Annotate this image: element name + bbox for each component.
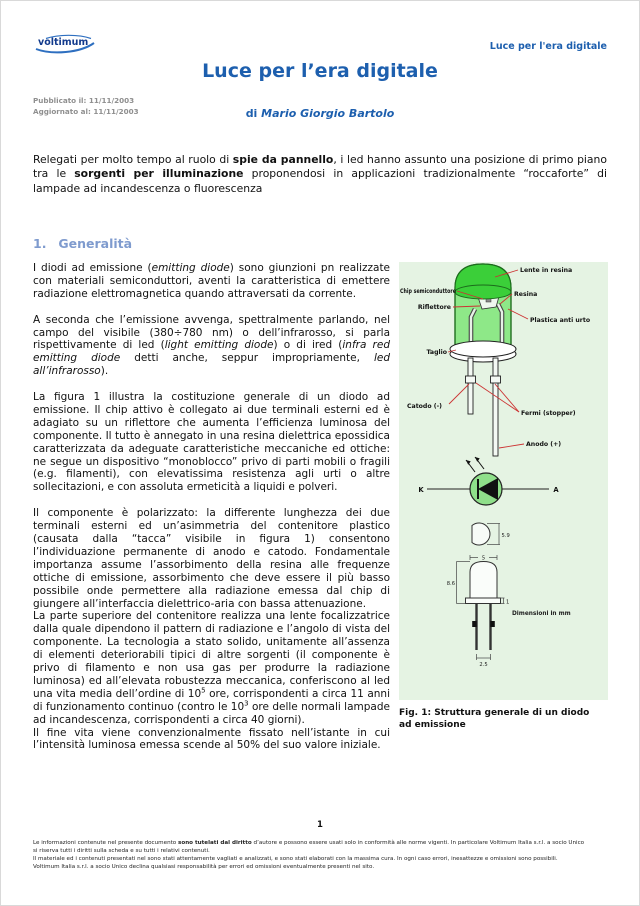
label-lente-in-resina: Lente in resina — [520, 267, 573, 274]
footer-legal-text — [33, 839, 612, 871]
dim-body-diameter: 5 — [481, 555, 486, 562]
page-number: 1 — [317, 820, 323, 830]
label-catodo: Catodo (-) — [407, 403, 442, 410]
dim-lead-pitch: 2.5 — [479, 662, 488, 668]
paragraph: Il componente è polarizzato: la differente lunghezza dei due terminali esterni ed un’asimmetria del contenitore plastico (causata dalla “tacca” visibile in figura 1) consentono l’individuazione permanente di anodo e catodo. Fondamentale importanza assume l’assorbimento della resina alle frequenze ottiche di emissione, assorbimento che deve essere il più basso possibile onde permettere alla radiazione emessa dal chip di giungere all’interfaccia dielettrico-aria con bassa attenuazione. La parte superiore del contenitore realizza una lente focalizzatrice dalla quale dipendono il pattern di radiazione e l’angolo di vista del componente. La tecnologia a stato solido, unitamente all’assenza di elementi deteriorabili tipici di altre sorgenti (il componente è privo di filamento e non usa gas per produrre la radiazione luminosa) ed all’elevata robustezza meccanica, conferiscono al led una vita media dell’ordine di $10^5$ ore, corrispondenti a circa 11 anni di funzionamento continuo (contro le $10^3$ ore delle normali lampade ad incandescenza, corrispondenti a circa 40 giorni). Il fine vita viene convenzionalmente fissato nell’istante in cui l’intensità luminosa emessa scende al 50% del suo valore iniziale. — [33, 507, 390, 752]
section-title: Generalità — [58, 236, 133, 251]
figure-caption: Fig. 1: Struttura generale di un diodo ad emissione — [399, 708, 590, 730]
led-structure-diagram — [399, 262, 608, 700]
header-document-title: Luce per l'era digitale — [489, 41, 607, 52]
page-title: Luce per l’era digitale — [202, 60, 438, 82]
footer-line: si riserva tutti i diritti sulla scheda e su tutti i relativi contenuti. — [33, 848, 210, 855]
symbol-anode-label: A — [553, 486, 559, 494]
paragraph: A seconda che l’emissione avvenga, spettralmente parlando, nel campo del visibile (380÷780 nm) o dell’infrarosso, si parla rispettivamente di led (light emitting diode) o di ired (infra red emitting diode detti anche, seppur impropriamente, led all’infrarosso). — [33, 313, 390, 378]
body-text-column — [33, 262, 390, 765]
paragraph: I diodi ad emissione (emitting diode) sono giunzioni pn realizzate con materiali semiconduttori, aventi la caratteristica di emettere radiazione elettromagnetica quando attraversati da corrente. — [33, 262, 391, 300]
section-number: 1. — [33, 236, 47, 251]
updated-date: Aggiornato al: 11/11/2003 — [33, 107, 139, 117]
label-plastica-anti-urto: Plastica anti urto — [530, 317, 591, 324]
dimension-units-note: Dimensioni in mm — [512, 611, 571, 617]
label-resina: Resina — [514, 291, 538, 298]
figure-1 — [399, 262, 608, 731]
dim-body-height: 8.6 — [446, 581, 455, 587]
symbol-cathode-label: K — [418, 486, 424, 494]
label-fermi-stopper: Fermi (stopper) — [521, 410, 576, 417]
label-anodo: Anodo (+) — [526, 441, 562, 448]
footer-line: Il materiale ed i contenuti presentati nel sono stati attentamente vagliati e analizzati, e sono stati elaborati con la massima cura. In ogni caso errori, inesattezze e omissioni sono possibili. — [33, 856, 558, 863]
label-taglio: Taglio — [426, 349, 447, 356]
voltimum-logo-icon — [32, 32, 102, 58]
voltimum-logo — [32, 32, 102, 62]
logo-text: voltimum — [38, 37, 89, 48]
author-byline: di Mario Giorgio Bartolo — [245, 107, 395, 120]
intro-paragraph: Relegati per molto tempo al ruolo di spie da pannello, i led hanno assunto una posizione di primo piano tra le sorgenti per illuminazione proponendosi in applicazioni tradizionalmente “roccaforte” di lampade ad incandescenza o fluorescenza — [33, 153, 607, 195]
footer-line: Le informazioni contenute nel presente documento sono tutelati dal diritto d’autore e possono essere usati solo in conformità alle norme vigenti. In particolare Voltimum Italia s.r.l. a socio Unico — [33, 840, 585, 846]
label-chip-semiconduttore: Chip semiconduttore — [400, 288, 456, 295]
label-riflettore: Riflettore — [417, 304, 451, 311]
footer-line: Voltimum Italia s.r.l. a socio Unico declina qualsiasi responsabilità per errori ed omissioni eventualmente presenti nel sito. — [33, 864, 375, 871]
published-date: Pubblicato il: 11/11/2003 — [33, 96, 135, 105]
section-heading — [33, 236, 132, 251]
dim-flange-height: 1 — [506, 599, 510, 606]
dim-flange-diameter: 5.9 — [501, 533, 510, 539]
paragraph: La figura 1 illustra la costituzione generale di un diodo ad emissione. Il chip attivo è collegato ai due terminali esterni ed è adagiato su un riflettore che aumenta l’efficienza luminosa del componente. Il tutto è annegato in una resina dielettrica epossidica caratterizzata da adeguate caratteristiche meccaniche ed ottiche: ne segue un dispositivo “monoblocco” privo di parti mobili o fragili (e.g. filamenti), con elevatissima resistenza agli urti o altre sollecitazioni, e con assoluta ermeticità a liquidi e polveri. — [33, 391, 390, 494]
